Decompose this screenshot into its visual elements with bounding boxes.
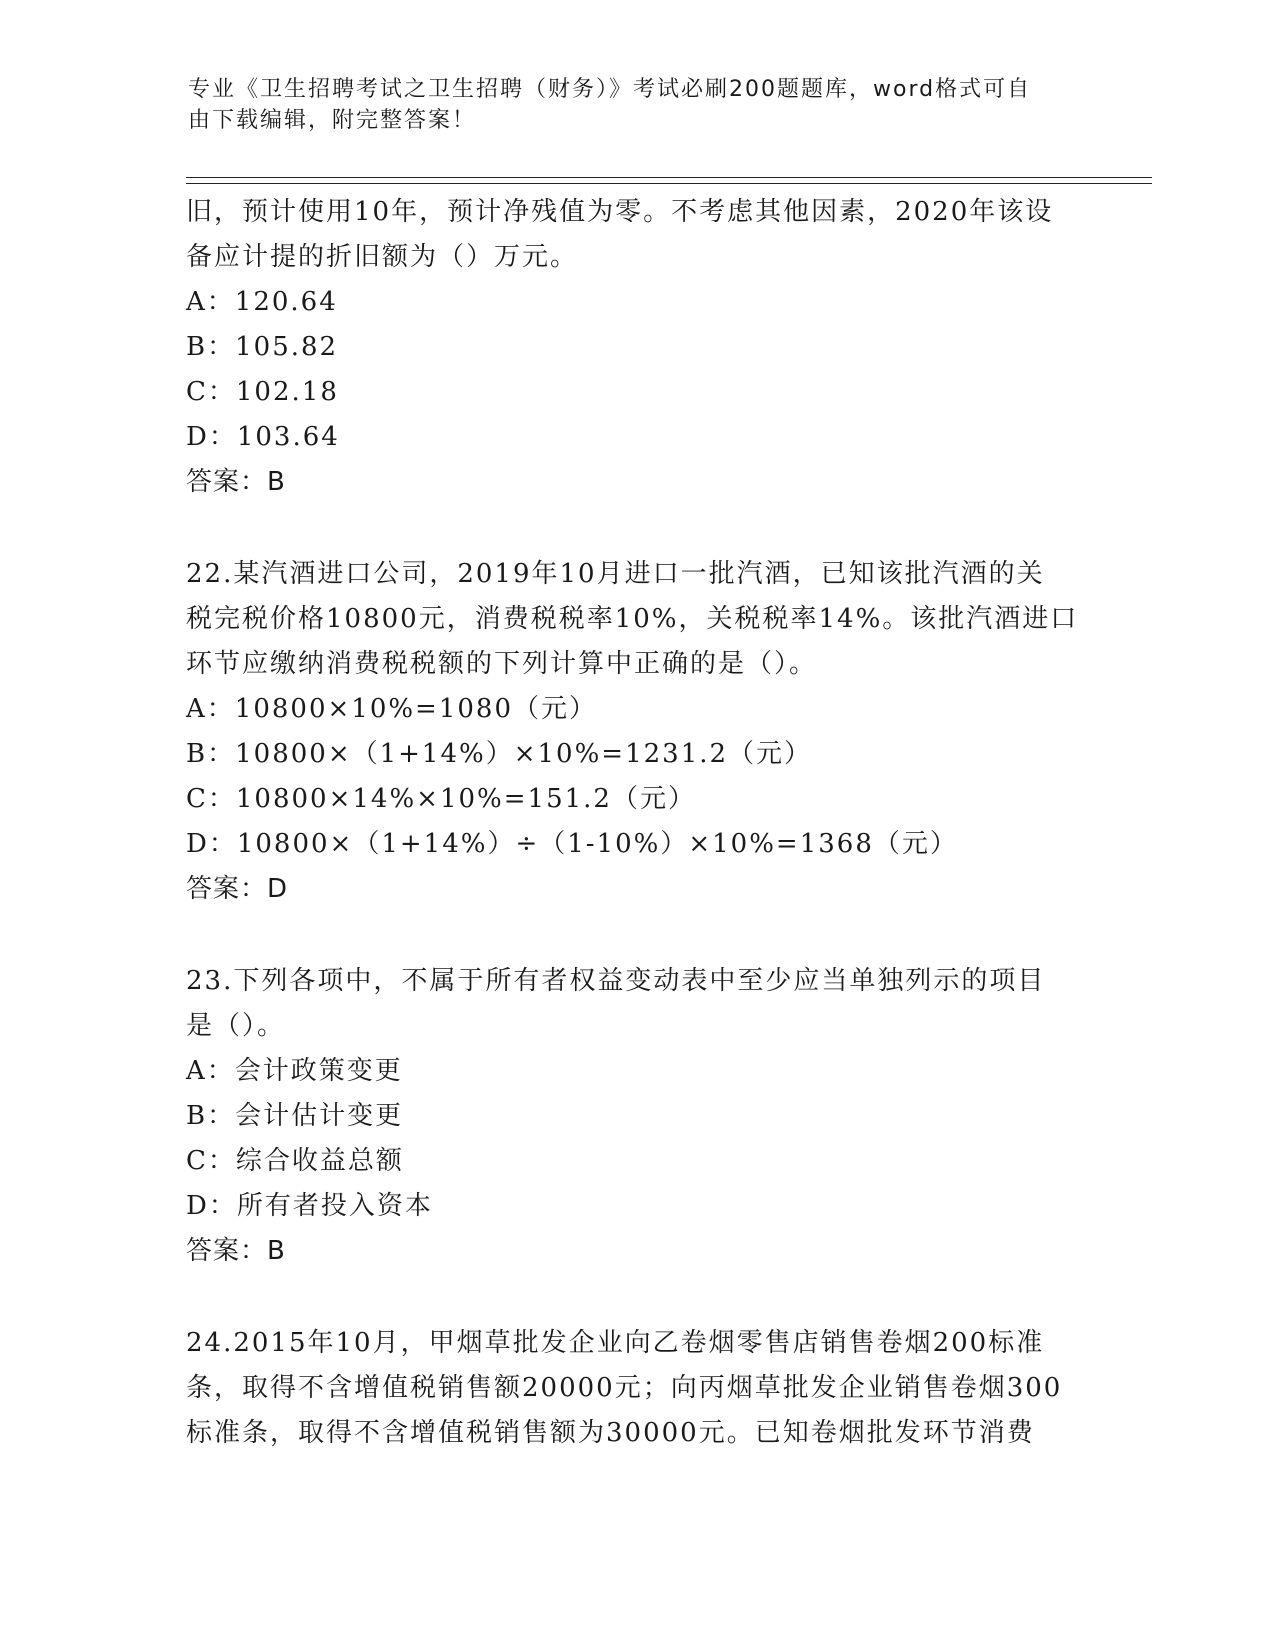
question-text-line: 是（）。 — [186, 1011, 286, 1041]
question-text-line: 环节应缴纳消费税税额的下列计算中正确的是（）。 — [186, 649, 818, 679]
question-text-line: 标准条，取得不含增值税销售额为30000元。已知卷烟批发环节消费 — [186, 1418, 1035, 1448]
header-rule-top — [186, 177, 1152, 178]
question-text-line: 22.某汽酒进口公司，2019年10月进口一批汽酒，已知该批汽酒的关 — [186, 559, 1045, 589]
option-b: B：105.82 — [186, 332, 339, 362]
question-22 — [186, 552, 1086, 912]
option-d: D：10800×（1+14%）÷（1-10%）×10%=1368（元） — [186, 829, 958, 859]
answer: 答案：D — [186, 874, 289, 904]
question-23 — [186, 959, 1086, 1274]
option-a: A：120.64 — [186, 287, 338, 317]
spacer — [186, 912, 1086, 959]
header-line-1: 专业《卫生招聘考试之卫生招聘（财务）》考试必刷200题题库，word格式可自 — [188, 77, 1032, 102]
option-c: C：102.18 — [186, 377, 339, 407]
spacer — [186, 1274, 1086, 1321]
answer: 答案：B — [186, 1236, 286, 1266]
question-text-line: 旧，预计使用10年，预计净残值为零。不考虑其他因素，2020年该设 — [186, 197, 1054, 227]
header-line-2: 由下载编辑，附完整答案！ — [188, 108, 477, 133]
document-header — [188, 74, 1068, 136]
question-text-line: 24.2015年10月，甲烟草批发企业向乙卷烟零售店销售卷烟200标准 — [186, 1328, 1045, 1358]
question-text-line: 税完税价格10800元，消费税税率10%，关税税率14%。该批汽酒进口 — [186, 604, 1079, 634]
option-c: C：10800×14%×10%=151.2（元） — [186, 784, 696, 814]
answer: 答案：B — [186, 467, 286, 497]
question-24 — [186, 1321, 1086, 1456]
question-text-line: 备应计提的折旧额为（）万元。 — [186, 242, 579, 272]
document-body — [186, 190, 1086, 1456]
option-d: D：103.64 — [186, 422, 340, 452]
option-d: D：所有者投入资本 — [186, 1191, 433, 1221]
question-21 — [186, 190, 1086, 505]
option-b: B：会计估计变更 — [186, 1101, 404, 1131]
option-c: C：综合收益总额 — [186, 1146, 404, 1176]
option-a: A：会计政策变更 — [186, 1056, 403, 1086]
option-b: B：10800×（1+14%）×10%=1231.2（元） — [186, 739, 813, 769]
question-text-line: 23.下列各项中，不属于所有者权益变动表中至少应当单独列示的项目 — [186, 966, 1046, 996]
spacer — [186, 505, 1086, 552]
header-rule-bottom — [186, 183, 1152, 184]
question-text-line: 条，取得不含增值税销售额20000元；向丙烟草批发企业销售卷烟300 — [186, 1373, 1063, 1403]
option-a: A：10800×10%=1080（元） — [186, 694, 598, 724]
